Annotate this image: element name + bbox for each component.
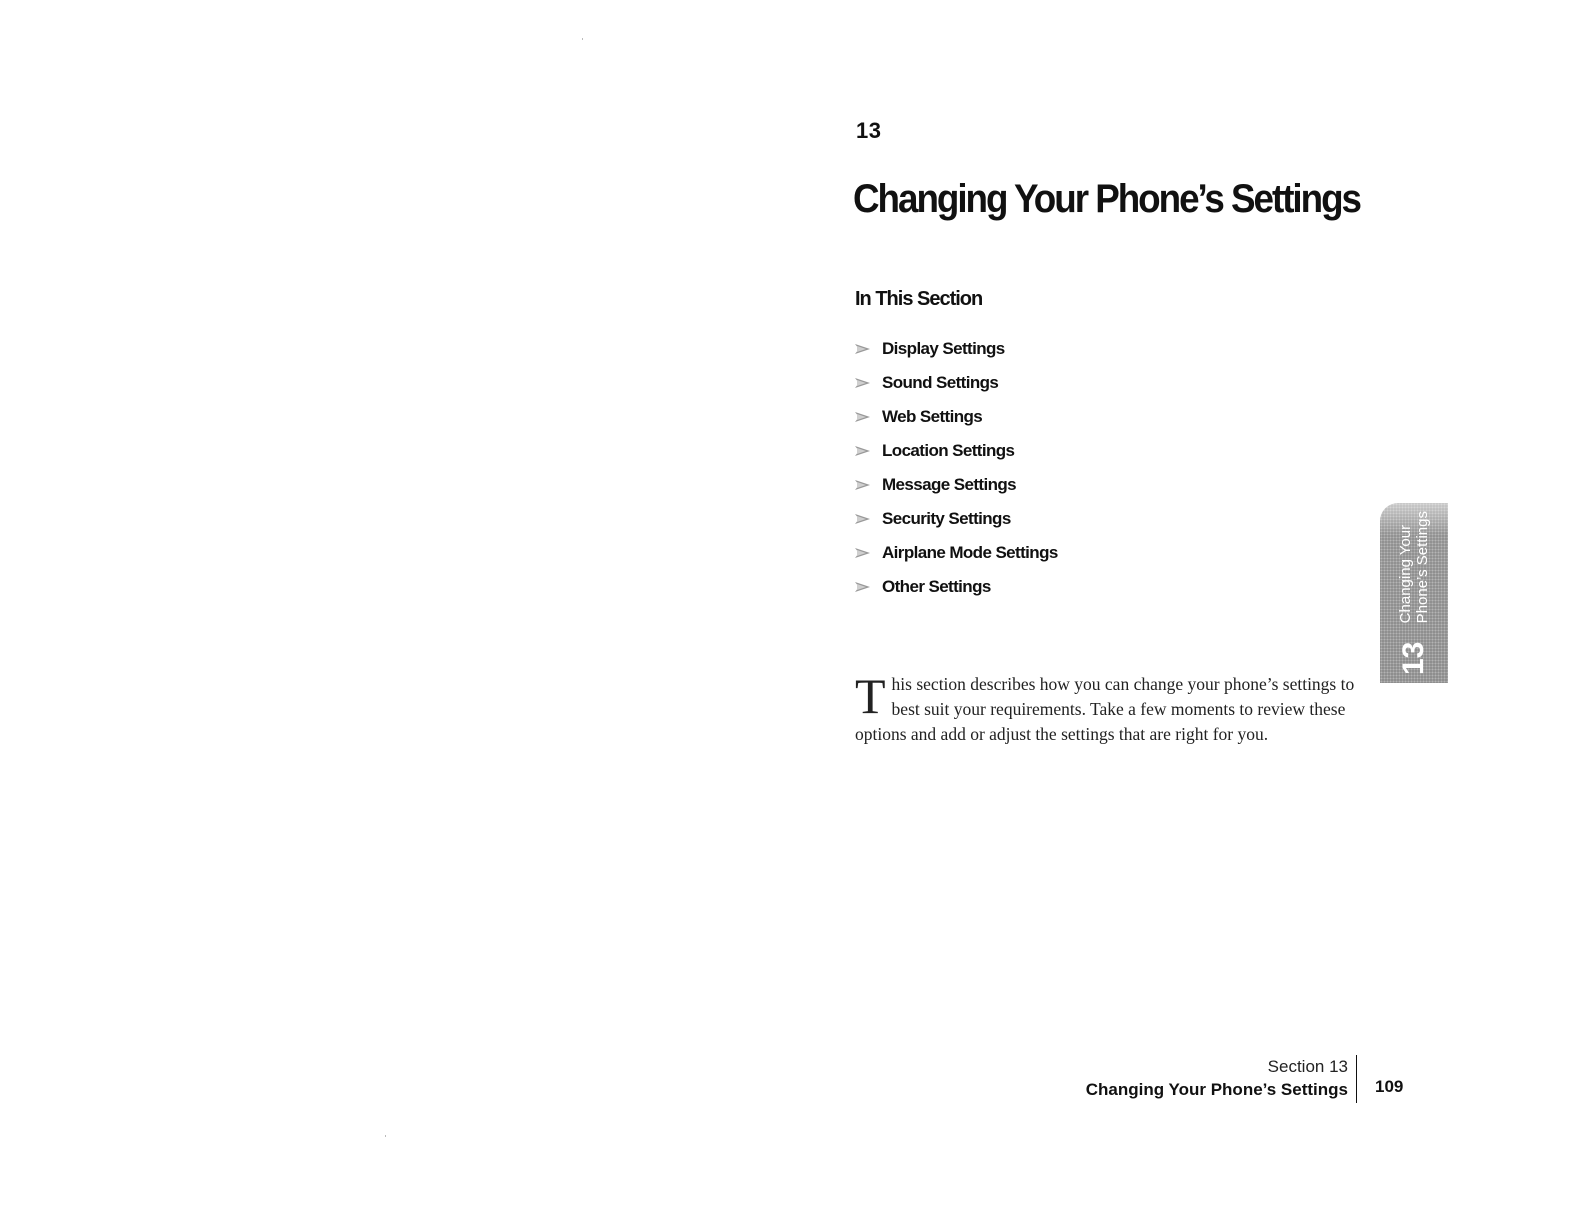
arrow-bullet-icon: [855, 479, 870, 491]
footer-chapter-title: Changing Your Phone’s Settings: [1085, 1080, 1348, 1099]
list-item-label: Location Settings: [882, 441, 1015, 460]
drop-cap: T: [855, 668, 886, 724]
list-item: [855, 332, 1058, 366]
page-footer: [1000, 1055, 1356, 1101]
chapter-side-tab: [1380, 503, 1448, 683]
section-contents-list: [855, 332, 1058, 604]
list-item: [855, 434, 1058, 468]
arrow-bullet-icon: [855, 581, 870, 593]
list-item-label: Security Settings: [882, 509, 1011, 528]
arrow-bullet-icon: [855, 445, 870, 457]
list-item-label: Display Settings: [882, 339, 1005, 358]
arrow-bullet-icon: [855, 343, 870, 355]
list-item: [855, 366, 1058, 400]
scan-speck: [582, 38, 583, 40]
list-item: [855, 400, 1058, 434]
arrow-bullet-icon: [855, 513, 870, 525]
arrow-bullet-icon: [855, 547, 870, 559]
list-item: [855, 570, 1058, 604]
side-tab-label: Changing Your Phone’s Settings: [1397, 511, 1431, 624]
chapter-number: 13: [856, 118, 882, 143]
side-tab-number: 13: [1397, 641, 1430, 675]
footer-divider: [1356, 1055, 1357, 1103]
list-item-label: Web Settings: [882, 407, 983, 426]
list-item-label: Airplane Mode Settings: [882, 543, 1058, 562]
scan-speck: [385, 1135, 386, 1137]
arrow-bullet-icon: [855, 377, 870, 389]
side-tab-content: [1382, 507, 1446, 683]
footer-section-label: Section 13: [1267, 1057, 1348, 1076]
list-item: [855, 468, 1058, 502]
intro-text: his section describes how you can change your phone’s settings to best suit your requirements. Take a few moments to review these options and add or adjust the settings that are right for you.: [855, 674, 1355, 744]
list-item: [855, 502, 1058, 536]
list-item-label: Sound Settings: [882, 373, 999, 392]
chapter-title: Changing Your Phone’s Settings: [853, 177, 1360, 221]
in-this-section-heading: In This Section: [855, 288, 983, 310]
intro-paragraph: [855, 668, 1355, 747]
arrow-bullet-icon: [855, 411, 870, 423]
list-item-label: Message Settings: [882, 475, 1017, 494]
list-item-label: Other Settings: [882, 577, 991, 596]
page-number: 109: [1375, 1077, 1404, 1096]
list-item: [855, 536, 1058, 570]
